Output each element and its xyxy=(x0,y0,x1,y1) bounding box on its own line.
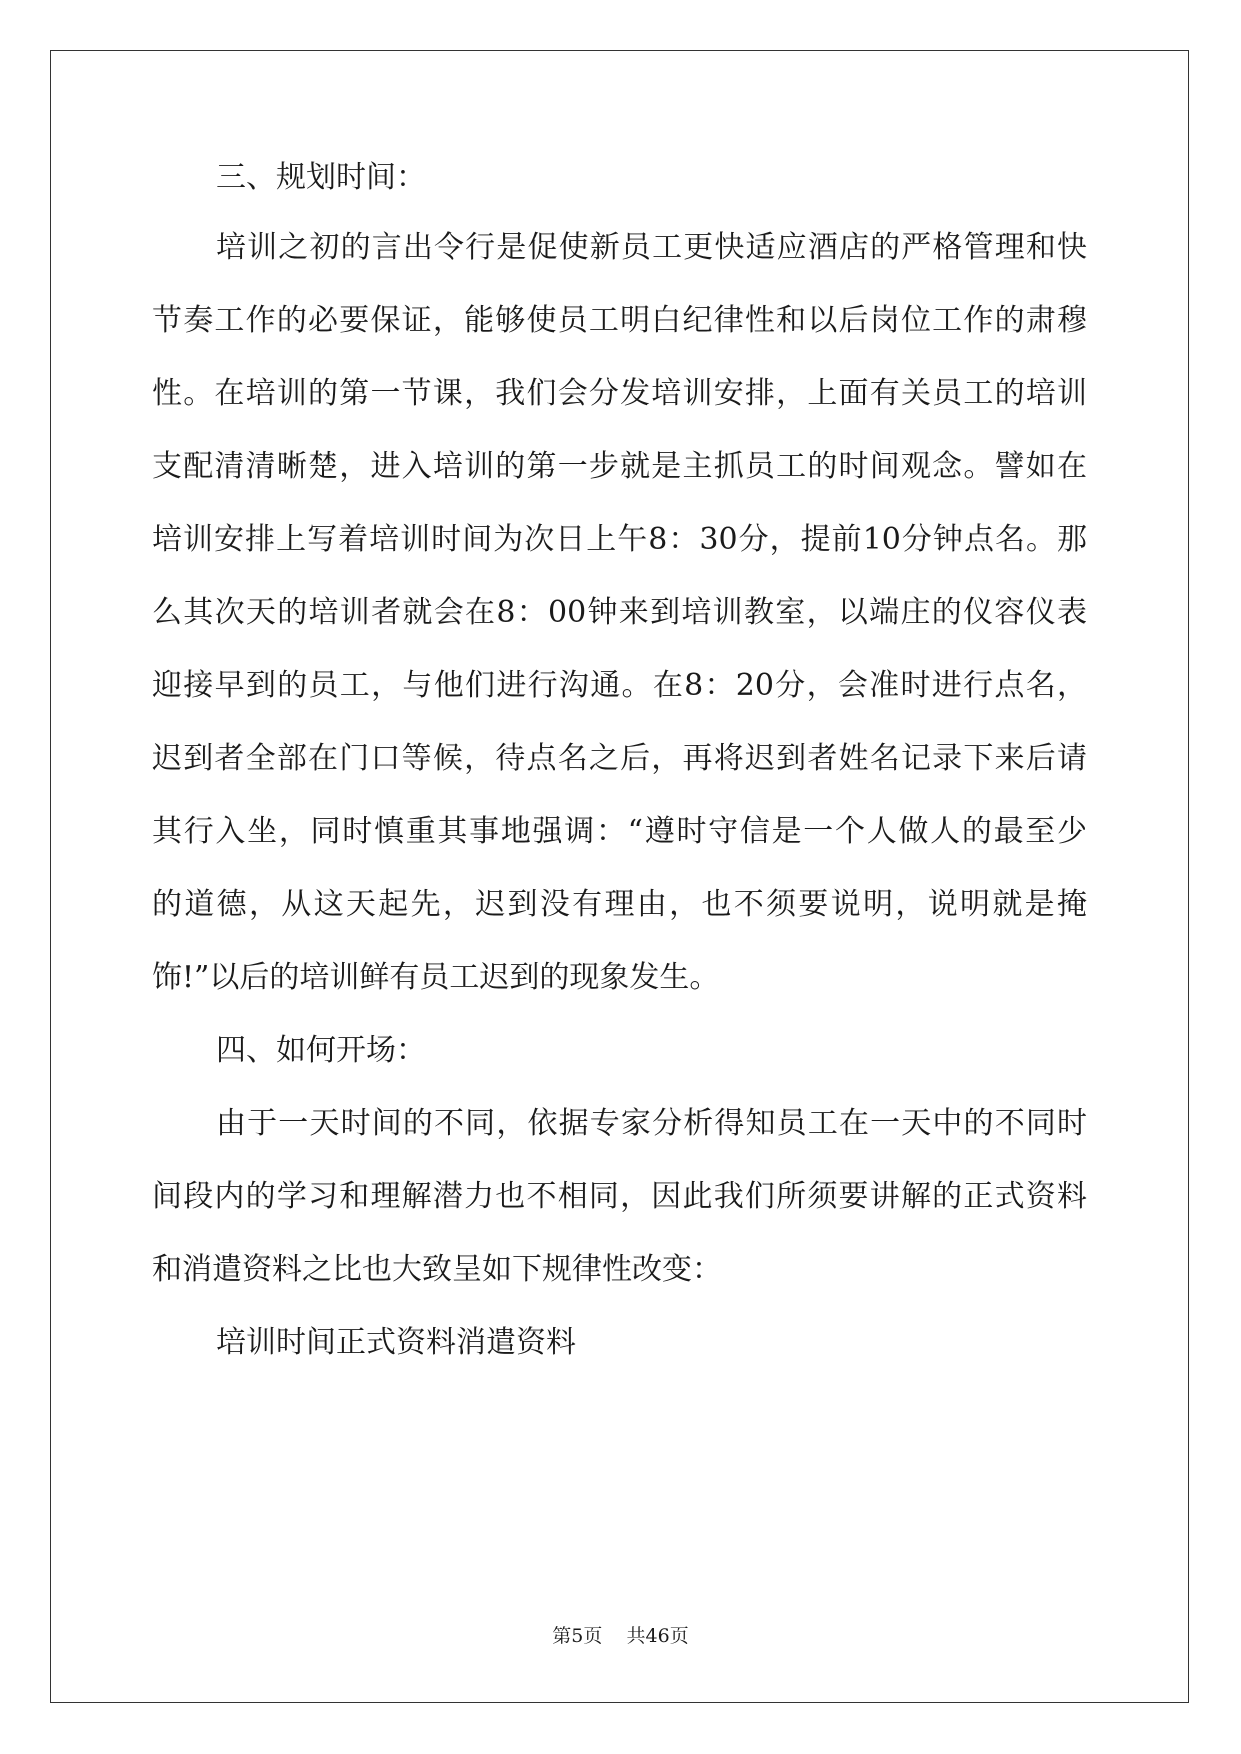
page-number: 第5页 xyxy=(552,1625,603,1647)
paragraph-line: 么其次天的培训者就会在8：00钟来到培训教室，以端庄的仪容仪表 xyxy=(152,595,1087,630)
page-total: 共46页 xyxy=(626,1625,689,1647)
section-heading-4: 四、如何开场： xyxy=(216,1033,426,1068)
paragraph-line: 节奏工作的必要保证，能够使员工明白纪律性和以后岗位工作的肃穆 xyxy=(152,303,1087,338)
page-border xyxy=(50,50,1189,1703)
paragraph-line: 性。在培训的第一节课，我们会分发培训安排，上面有关员工的培训 xyxy=(152,376,1087,411)
paragraph-line: 饰!”以后的培训鲜有员工迟到的现象发生。 xyxy=(152,960,720,995)
paragraph-line: 由于一天时间的不同，依据专家分析得知员工在一天中的不同时 xyxy=(216,1106,1087,1141)
paragraph-line: 和消遣资料之比也大致呈如下规律性改变： xyxy=(152,1252,722,1287)
page-footer xyxy=(0,1624,1241,1648)
paragraph-line: 其行入坐，同时慎重其事地强调：“遵时守信是一个人做人的最至少 xyxy=(152,814,1087,849)
table-header-line: 培训时间正式资料消遣资料 xyxy=(216,1325,576,1360)
paragraph-line: 培训之初的言出令行是促使新员工更快适应酒店的严格管理和快 xyxy=(216,230,1087,265)
paragraph-line: 支配清清晰楚，进入培训的第一步就是主抓员工的时间观念。譬如在 xyxy=(152,449,1087,484)
section-heading-3: 三、规划时间： xyxy=(216,160,426,195)
paragraph-line: 迎接早到的员工，与他们进行沟通。在8：20分，会准时进行点名， xyxy=(152,668,1087,703)
paragraph-line: 间段内的学习和理解潜力也不相同，因此我们所须要讲解的正式资料 xyxy=(152,1179,1087,1214)
paragraph-line: 的道德，从这天起先，迟到没有理由，也不须要说明，说明就是掩 xyxy=(152,887,1087,922)
paragraph-line: 培训安排上写着培训时间为次日上午8：30分，提前10分钟点名。那 xyxy=(152,522,1087,557)
paragraph-line: 迟到者全部在门口等候，待点名之后，再将迟到者姓名记录下来后请 xyxy=(152,741,1087,776)
